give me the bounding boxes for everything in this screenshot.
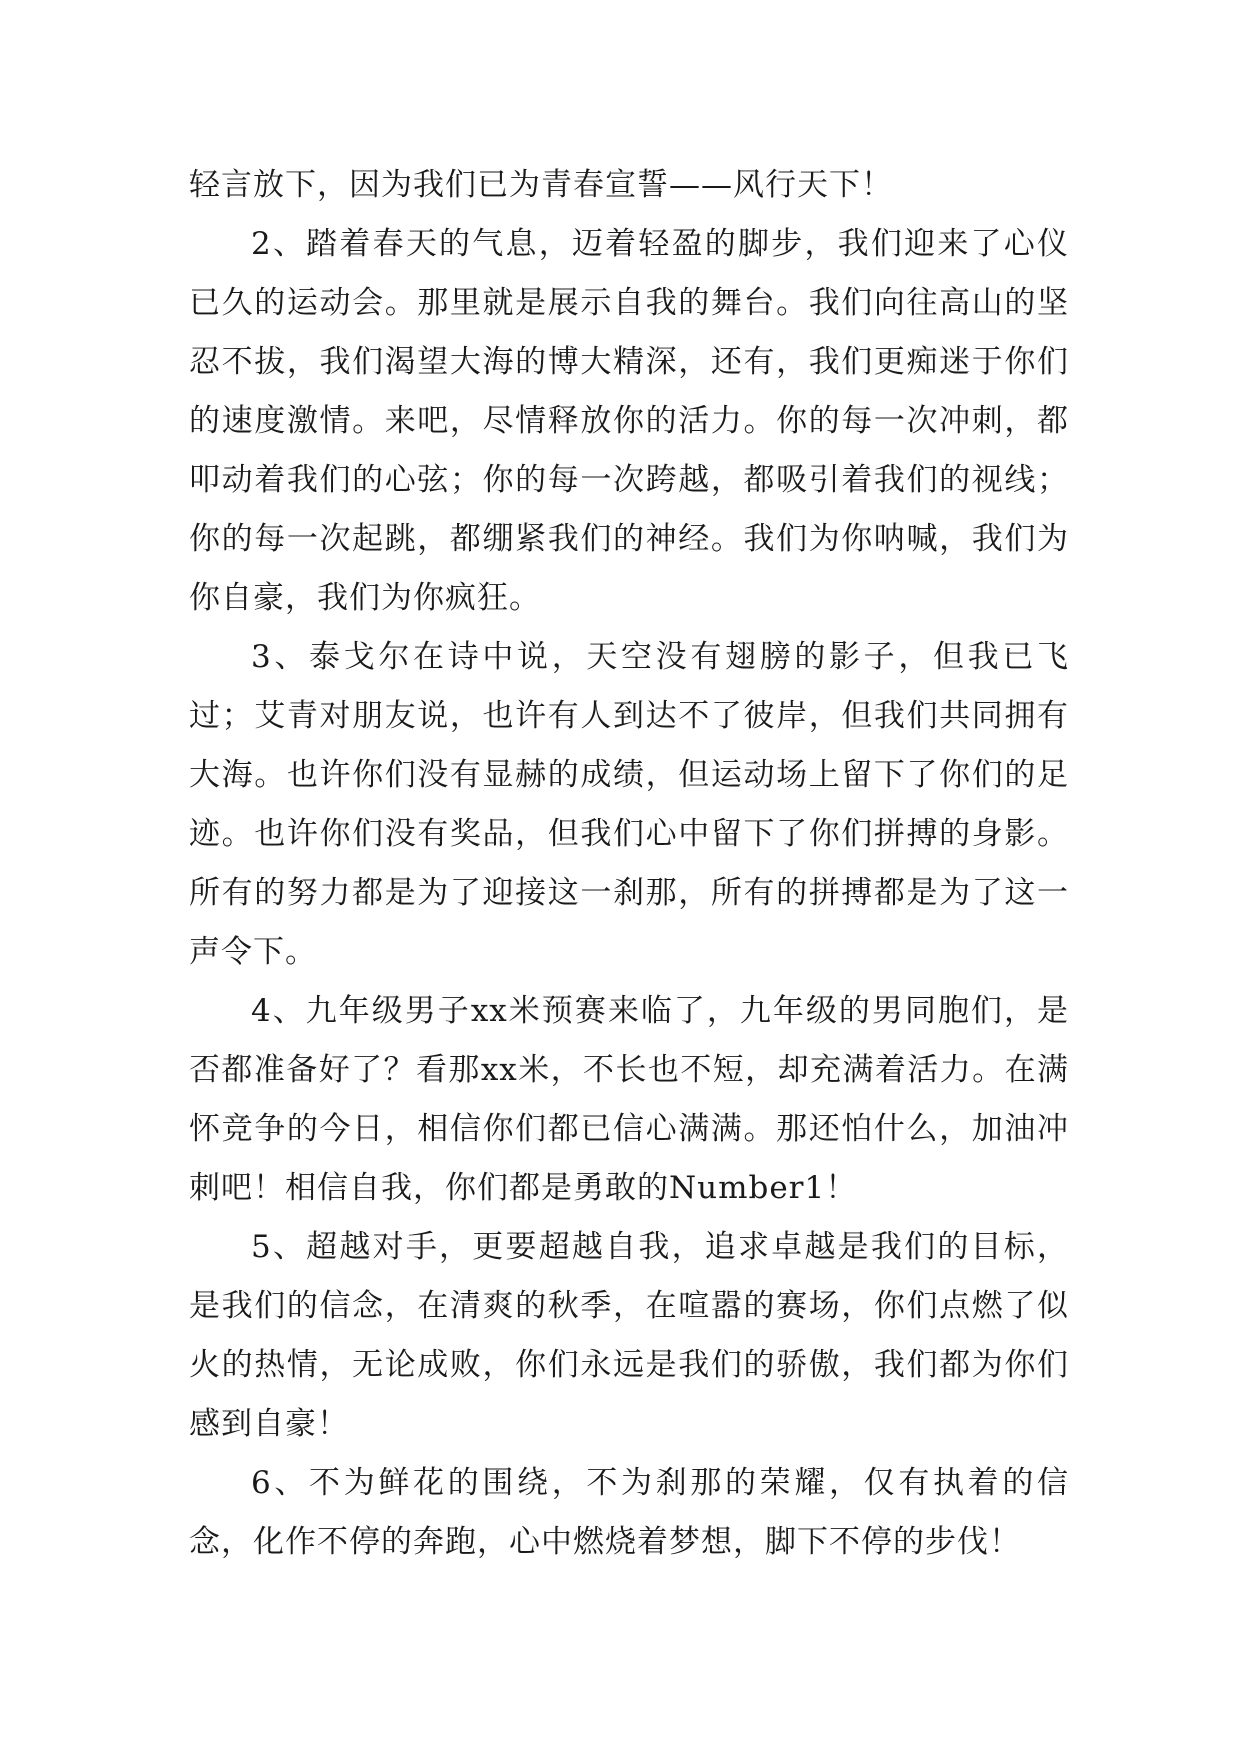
document-body [189, 156, 1069, 1572]
paragraph-continuation: 轻言放下，因为我们已为青春宣誓——风行天下！ [189, 167, 893, 203]
paragraph-5: 5、超越对手，更要超越自我，追求卓越是我们的目标，是我们的信念，在清爽的秋季，在喧嚣的赛场，你们点燃了似火的热情，无论成败，你们永远是我们的骄傲，我们都为你们感到自豪！ [189, 1229, 1069, 1442]
paragraph-3: 3、泰戈尔在诗中说，天空没有翅膀的影子，但我已飞过；艾青对朋友说，也许有人到达不了彼岸，但我们共同拥有大海。也许你们没有显赫的成绩，但运动场上留下了你们的足迹。也许你们没有奖品，但我们心中留下了你们拼搏的身影。所有的努力都是为了迎接这一刹那，所有的拼搏都是为了这一声令下。 [189, 639, 1069, 970]
paragraph-2: 2、踏着春天的气息，迈着轻盈的脚步，我们迎来了心仪已久的运动会。那里就是展示自我的舞台。我们向往高山的坚忍不拔，我们渴望大海的博大精深，还有，我们更痴迷于你们的速度激情。来吧，尽情释放你的活力。你的每一次冲刺，都叩动着我们的心弦；你的每一次跨越，都吸引着我们的视线；你的每一次起跳，都绷紧我们的神经。我们为你呐喊，我们为你自豪，我们为你疯狂。 [189, 226, 1069, 616]
paragraph-6: 6、不为鲜花的围绕，不为刹那的荣耀，仅有执着的信念，化作不停的奔跑，心中燃烧着梦想，脚下不停的步伐！ [189, 1465, 1069, 1560]
paragraph-4: 4、九年级男子xx米预赛来临了，九年级的男同胞们，是否都准备好了？看那xx米，不长也不短，却充满着活力。在满怀竞争的今日，相信你们都已信心满满。那还怕什么，加油冲刺吧！相信自我，你们都是勇敢的Number1！ [189, 993, 1069, 1206]
